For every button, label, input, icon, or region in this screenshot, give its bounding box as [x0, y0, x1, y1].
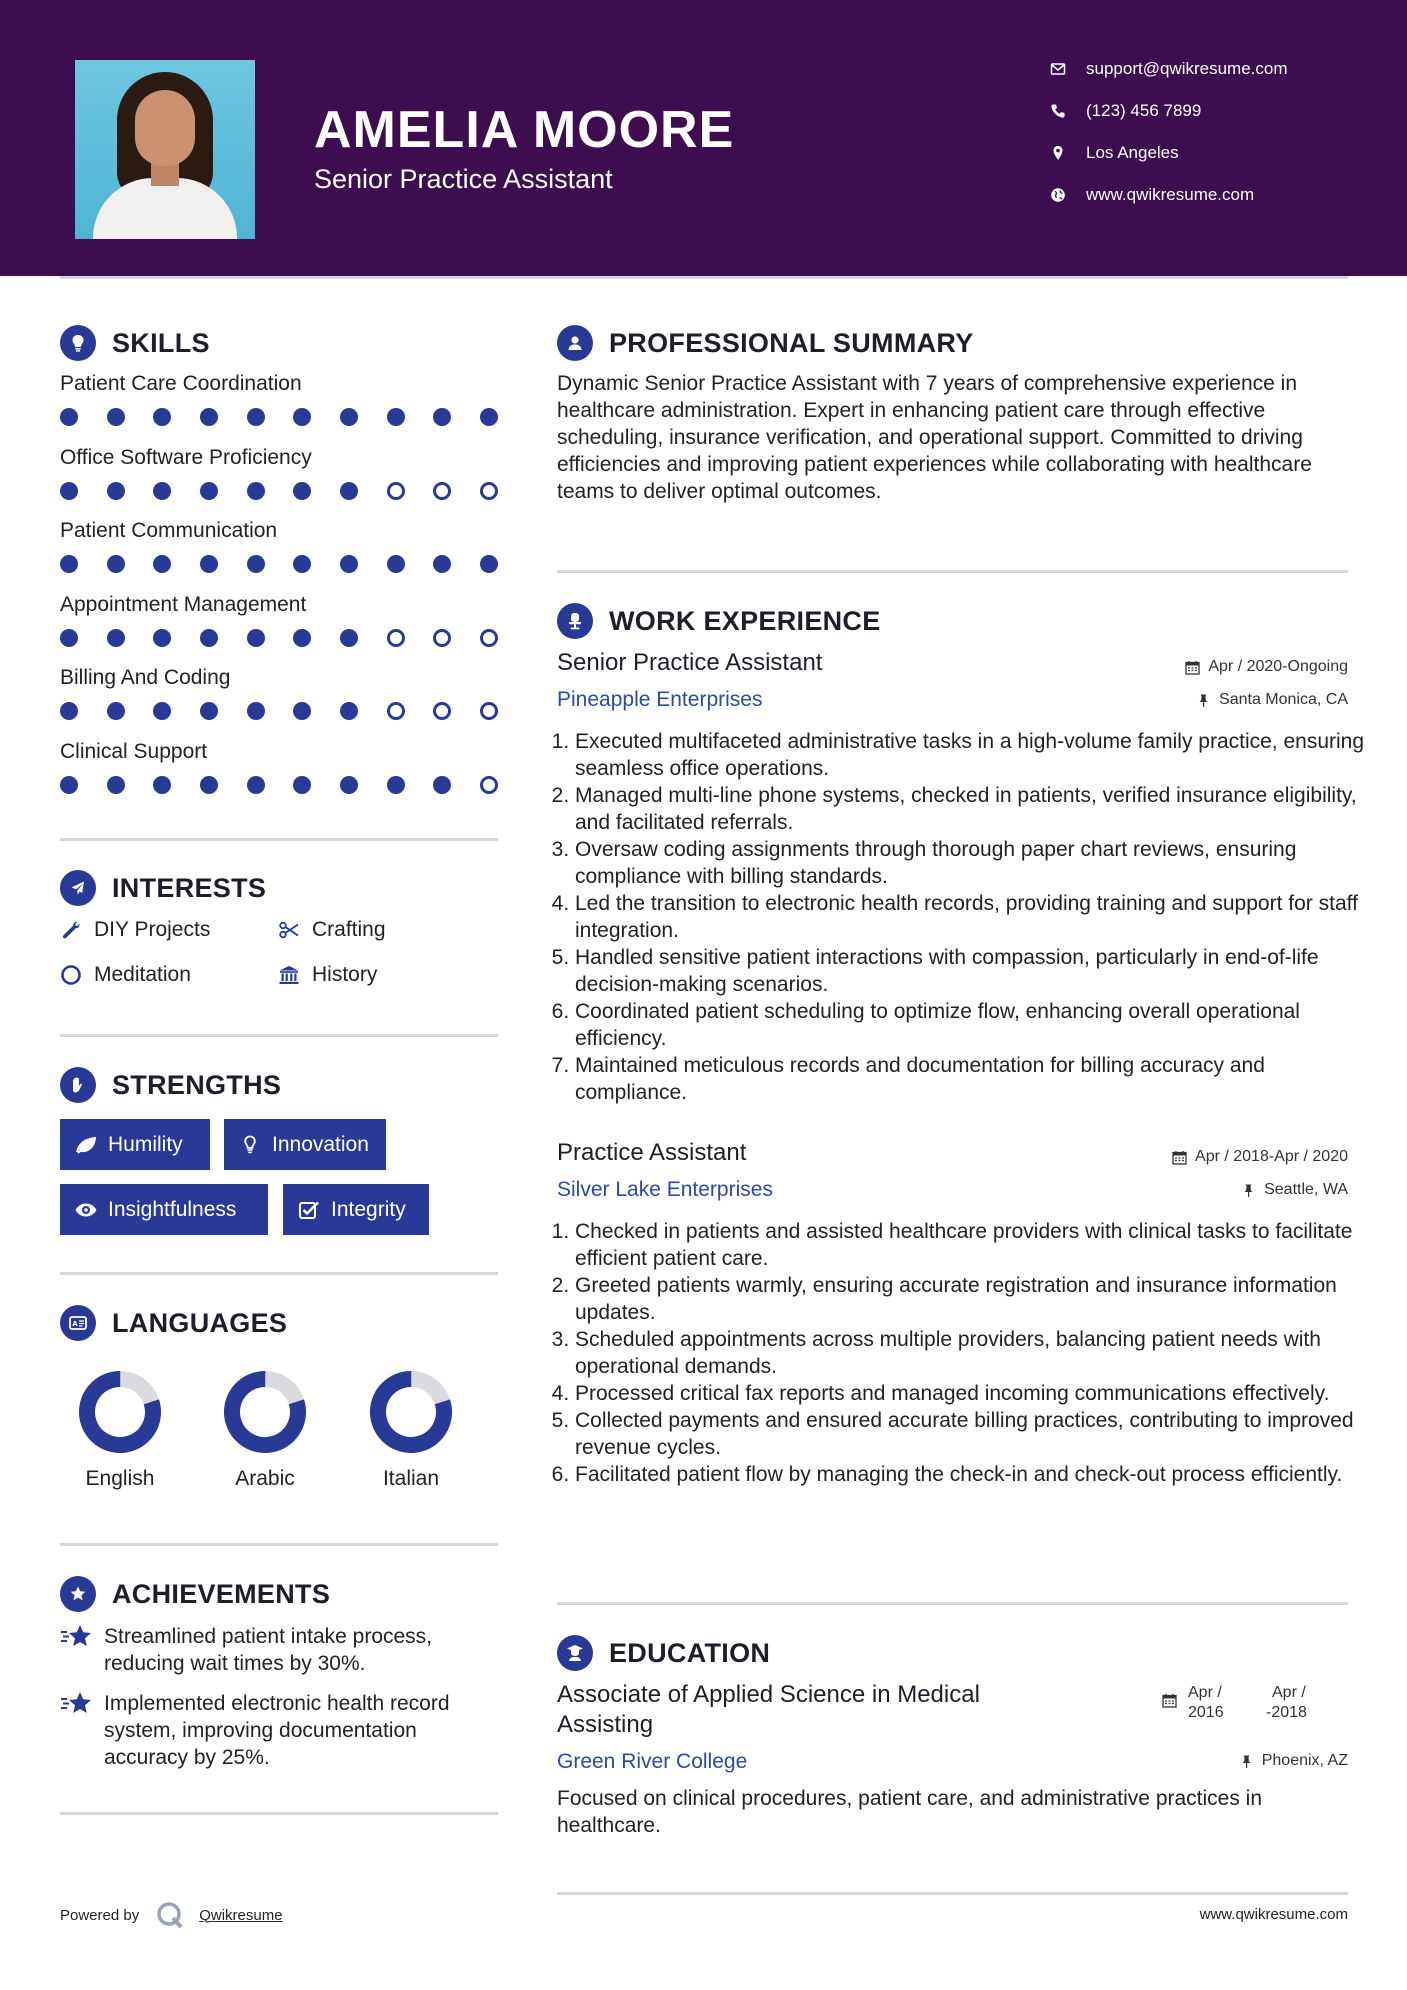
experience-divider	[557, 1602, 1348, 1605]
header-divider	[60, 276, 1348, 279]
star-icon	[60, 1623, 94, 1651]
skills-heading	[60, 325, 210, 361]
language-card-icon	[60, 1305, 96, 1341]
languages-divider	[60, 1543, 498, 1546]
powered-by-text: Powered by	[60, 1906, 140, 1924]
education-end-year-wrap: -2018	[1266, 1704, 1307, 1721]
pushpin-icon	[1196, 693, 1211, 708]
rating-dot-empty	[387, 702, 405, 720]
checkbox-icon	[297, 1199, 321, 1221]
achievement-text: Implemented electronic health record system, improving documentation accuracy by 25%.	[104, 1692, 450, 1769]
lightbulb-icon	[60, 325, 96, 361]
contact-phone-text: (123) 456 7899	[1086, 101, 1202, 120]
rating-dot-filled	[107, 482, 125, 500]
profile-photo	[75, 60, 255, 239]
rating-dot-filled	[387, 776, 405, 794]
skill-name: Office Software Proficiency	[60, 445, 312, 469]
strength-badge-integrity	[283, 1184, 429, 1235]
education-dates	[1162, 1683, 1348, 1723]
interests-heading-text: INTERESTS	[112, 872, 267, 903]
rating-dot-filled	[200, 555, 218, 573]
hand-icon	[60, 1067, 96, 1103]
ring-fill	[369, 1370, 452, 1453]
eye-icon	[74, 1199, 98, 1221]
rating-dot-empty	[387, 482, 405, 500]
rating-dot-filled	[153, 555, 171, 573]
qwikresume-link[interactable]: Qwikresume	[199, 1906, 283, 1924]
rating-dot-filled	[247, 482, 265, 500]
summary-text: Dynamic Senior Practice Assistant with 7 years of comprehensive experience in healthcare administration. Expert in enhancing patient care through effective scheduling, insurance verification, and operational support. Committed to driving efficiencies and improving patient experiences while collaborating with healthcare teams to deliver optimal outcomes.	[557, 372, 1312, 503]
languages-heading	[60, 1305, 287, 1341]
candidate-name: AMELIA MOORE	[314, 101, 735, 159]
rating-dot-filled	[200, 629, 218, 647]
job-dates-text: Apr / 2020-Ongoing	[1208, 658, 1348, 675]
rating-dot-empty	[480, 629, 498, 647]
job-location	[1196, 691, 1348, 709]
rating-dot-empty	[480, 776, 498, 794]
contact-location-text: Los Angeles	[1086, 143, 1179, 162]
strength-label: Integrity	[331, 1197, 406, 1221]
achievements-heading	[60, 1576, 330, 1612]
rating-dot-filled	[340, 555, 358, 573]
rating-dot-filled	[60, 482, 78, 500]
education-location-text: Phoenix, AZ	[1261, 1752, 1348, 1769]
rating-dot-filled	[340, 702, 358, 720]
interest-label: Crafting	[312, 918, 386, 941]
language-proficiency-ring	[368, 1369, 454, 1455]
rating-dot-filled	[293, 482, 311, 500]
strength-label: Innovation	[272, 1132, 369, 1156]
job-duties	[557, 1218, 1365, 1488]
skill-rating	[60, 776, 498, 794]
duty-item: 3. Oversaw coding assignments through thorough paper chart reviews, ensuring compliance with billing standards.	[575, 836, 1365, 890]
rating-dot-filled	[340, 776, 358, 794]
graduate-icon	[557, 1635, 593, 1671]
interests-divider	[60, 1034, 498, 1037]
strength-badge-humility	[60, 1119, 210, 1170]
rating-dot-filled	[153, 408, 171, 426]
user-icon	[557, 325, 593, 361]
rating-dot-filled	[293, 702, 311, 720]
star-badge-icon	[60, 1576, 96, 1612]
rating-dot-empty	[387, 629, 405, 647]
skill-rating	[60, 408, 498, 426]
language-name: Arabic	[235, 1467, 295, 1490]
rating-dot-filled	[340, 408, 358, 426]
interest-label: DIY Projects	[94, 918, 211, 941]
rating-dot-filled	[153, 629, 171, 647]
svg-text:A: A	[72, 1320, 78, 1329]
rating-dot-empty	[433, 482, 451, 500]
achievements-divider	[60, 1812, 498, 1815]
language-proficiency-ring	[222, 1369, 308, 1455]
rating-dot-filled	[60, 702, 78, 720]
rating-dot-filled	[153, 702, 171, 720]
job-dates	[1185, 658, 1348, 676]
calendar-icon	[1185, 660, 1200, 675]
achievement-text: Streamlined patient intake process, reducing wait times by 30%.	[104, 1625, 433, 1675]
candidate-title: Senior Practice Assistant	[314, 164, 613, 194]
rating-dot-filled	[153, 776, 171, 794]
lightbulb-icon	[238, 1134, 262, 1156]
wrench-icon	[60, 919, 82, 941]
rating-dot-filled	[340, 629, 358, 647]
experience-heading-text: WORK EXPERIENCE	[609, 605, 881, 636]
duty-item: 6. Facilitated patient flow by managing the check-in and check-out process efficiently.	[575, 1461, 1365, 1488]
education-degree-line1: Associate of Applied Science in Medical	[557, 1681, 980, 1708]
achievement-item	[60, 1623, 500, 1677]
contact-website[interactable]	[1050, 185, 1254, 205]
rating-dot-filled	[200, 408, 218, 426]
skills-heading-text: SKILLS	[112, 327, 210, 358]
rating-dot-filled	[480, 408, 498, 426]
rating-dot-filled	[60, 776, 78, 794]
achievement-item	[60, 1690, 500, 1771]
duty-item: 3. Scheduled appointments across multiple providers, balancing patient needs with operational demands.	[575, 1326, 1365, 1380]
language-name: English	[85, 1467, 155, 1490]
languages-heading-text: LANGUAGES	[112, 1307, 288, 1338]
job-title: Practice Assistant	[557, 1139, 747, 1166]
strengths-divider	[60, 1272, 498, 1275]
resume-header	[0, 0, 1407, 276]
rating-dot-filled	[60, 408, 78, 426]
job-location	[1241, 1181, 1348, 1199]
rating-dot-filled	[480, 555, 498, 573]
rating-dot-empty	[480, 482, 498, 500]
contact-email-text: support@qwikresume.com	[1086, 59, 1288, 78]
rating-dot-filled	[387, 408, 405, 426]
language-item	[60, 1369, 180, 1491]
rating-dot-empty	[480, 702, 498, 720]
strength-badge-insightfulness	[60, 1184, 268, 1235]
rating-dot-filled	[293, 555, 311, 573]
contact-phone[interactable]	[1050, 101, 1201, 121]
rating-dot-filled	[200, 776, 218, 794]
rating-dot-filled	[60, 629, 78, 647]
skill-rating	[60, 555, 498, 573]
skills-divider	[60, 838, 498, 841]
rating-dot-filled	[60, 555, 78, 573]
education-heading-text: EDUCATION	[609, 1637, 771, 1668]
language-item	[351, 1369, 471, 1491]
education-degree-line2: Assisting	[557, 1711, 654, 1738]
bank-icon	[278, 964, 300, 986]
rating-dot-filled	[293, 629, 311, 647]
rating-dot-filled	[107, 408, 125, 426]
interest-crafting	[278, 918, 386, 942]
duty-item: 4. Processed critical fax reports and managed incoming communications effectively.	[575, 1380, 1365, 1407]
language-proficiency-ring	[77, 1369, 163, 1455]
job-location-text: Santa Monica, CA	[1219, 691, 1348, 708]
education-heading	[557, 1635, 770, 1671]
pushpin-icon	[1241, 1183, 1256, 1198]
circle-icon	[60, 964, 82, 986]
briefcase-chair-icon	[557, 603, 593, 639]
skill-name: Patient Care Coordination	[60, 372, 302, 395]
skill-rating	[60, 629, 498, 647]
education-start-year: 2016	[1188, 1704, 1224, 1721]
job-company: Pineapple Enterprises	[557, 688, 763, 711]
ring-fill	[78, 1370, 161, 1453]
skill-name: Clinical Support	[60, 739, 208, 763]
duty-item: 4. Led the transition to electronic health records, providing training and support for staff integration.	[575, 890, 1365, 944]
interest-meditation	[60, 963, 191, 987]
interest-history	[278, 963, 377, 987]
rating-dot-empty	[433, 629, 451, 647]
education-divider	[557, 1892, 1348, 1895]
rating-dot-filled	[247, 629, 265, 647]
rating-dot-filled	[293, 776, 311, 794]
summary-heading	[557, 325, 974, 361]
job-title: Senior Practice Assistant	[557, 649, 823, 676]
rating-dot-filled	[247, 702, 265, 720]
skill-name: Patient Communication	[60, 519, 278, 542]
contact-website-text: www.qwikresume.com	[1086, 185, 1255, 204]
phone-icon	[1050, 103, 1066, 119]
duty-item: 2. Greeted patients warmly, ensuring accurate registration and insurance information updates.	[575, 1272, 1365, 1326]
pushpin-icon	[1239, 1754, 1254, 1769]
duty-item: 5. Handled sensitive patient interactions with compassion, particularly in end-of-life decision-making scenarios.	[575, 944, 1365, 998]
ring-fill	[223, 1370, 306, 1453]
education-school: Green River College	[557, 1750, 748, 1773]
rating-dot-empty	[433, 702, 451, 720]
rating-dot-filled	[247, 408, 265, 426]
strength-label: Humility	[108, 1132, 183, 1156]
rating-dot-filled	[433, 408, 451, 426]
education-start-month: Apr /	[1188, 1684, 1222, 1701]
rating-dot-filled	[247, 776, 265, 794]
achievements-heading-text: ACHIEVEMENTS	[112, 1578, 331, 1609]
envelope-icon	[1050, 61, 1066, 77]
footer-website[interactable]: www.qwikresume.com	[1199, 1906, 1348, 1923]
strength-label: Insightfulness	[108, 1197, 237, 1221]
footer-powered-by	[60, 1900, 283, 1930]
globe-icon	[1050, 187, 1066, 203]
rating-dot-filled	[247, 555, 265, 573]
leaf-icon	[74, 1134, 98, 1156]
interest-label: Meditation	[94, 963, 191, 986]
rating-dot-filled	[107, 629, 125, 647]
duty-item: 6. Coordinated patient scheduling to optimize flow, enhancing overall operational efficiency.	[575, 998, 1365, 1052]
job-location-text: Seattle, WA	[1264, 1181, 1348, 1198]
rating-dot-filled	[107, 702, 125, 720]
education-end-year: 2018	[1271, 1704, 1307, 1721]
duty-item: 1. Checked in patients and assisted healthcare providers with clinical tasks to facilitate efficient patient care.	[575, 1218, 1365, 1272]
rating-dot-filled	[200, 702, 218, 720]
rating-dot-filled	[107, 555, 125, 573]
language-name: Italian	[382, 1467, 440, 1490]
contact-email[interactable]	[1050, 59, 1288, 79]
rating-dot-filled	[200, 482, 218, 500]
calendar-icon	[1162, 1693, 1177, 1708]
strengths-heading-text: STRENGTHS	[112, 1069, 282, 1100]
rating-dot-filled	[293, 408, 311, 426]
rating-dot-filled	[153, 482, 171, 500]
contact-location	[1050, 143, 1179, 163]
interest-diy-projects	[60, 918, 210, 942]
skill-name: Appointment Management	[60, 592, 307, 616]
duty-item: 5. Collected payments and ensured accurate billing practices, contributing to improved revenue cycles.	[575, 1407, 1365, 1461]
education-end-month: Apr /	[1272, 1684, 1306, 1701]
education-description: Focused on clinical procedures, patient care, and administrative practices in healthcare.	[557, 1787, 1263, 1837]
job-dates	[1172, 1148, 1348, 1166]
interest-label: History	[312, 963, 378, 986]
strengths-heading	[60, 1067, 281, 1103]
skill-rating	[60, 482, 498, 500]
education-location	[1239, 1752, 1348, 1770]
rating-dot-filled	[107, 776, 125, 794]
map-pin-icon	[1050, 145, 1066, 161]
rating-dot-filled	[387, 555, 405, 573]
scissors-icon	[278, 919, 300, 941]
interests-heading	[60, 870, 266, 906]
summary-divider	[557, 570, 1348, 573]
skill-rating	[60, 702, 498, 720]
summary-heading-text: PROFESSIONAL SUMMARY	[609, 327, 974, 358]
paper-plane-icon	[60, 870, 96, 906]
rating-dot-filled	[433, 555, 451, 573]
skill-name: Billing And Coding	[60, 666, 231, 689]
strength-badge-innovation	[224, 1119, 386, 1170]
calendar-icon	[1172, 1150, 1187, 1165]
experience-heading	[557, 603, 881, 639]
job-dates-text: Apr / 2018-Apr / 2020	[1195, 1148, 1348, 1165]
duty-item: 2. Managed multi-line phone systems, checked in patients, verified insurance eligibility, and facilitated referrals.	[575, 782, 1365, 836]
rating-dot-filled	[433, 776, 451, 794]
duty-item: 7. Maintained meticulous records and documentation for billing accuracy and compliance.	[575, 1052, 1365, 1106]
job-company: Silver Lake Enterprises	[557, 1178, 773, 1201]
duty-item: 1. Executed multifaceted administrative tasks in a high-volume family practice, ensuring seamless office operations.	[575, 728, 1365, 782]
job-duties	[557, 728, 1365, 1106]
language-item	[205, 1369, 325, 1491]
rating-dot-filled	[340, 482, 358, 500]
education-degree	[557, 1680, 980, 1740]
star-icon	[60, 1690, 94, 1718]
qwikresume-logo-icon	[155, 1900, 185, 1930]
